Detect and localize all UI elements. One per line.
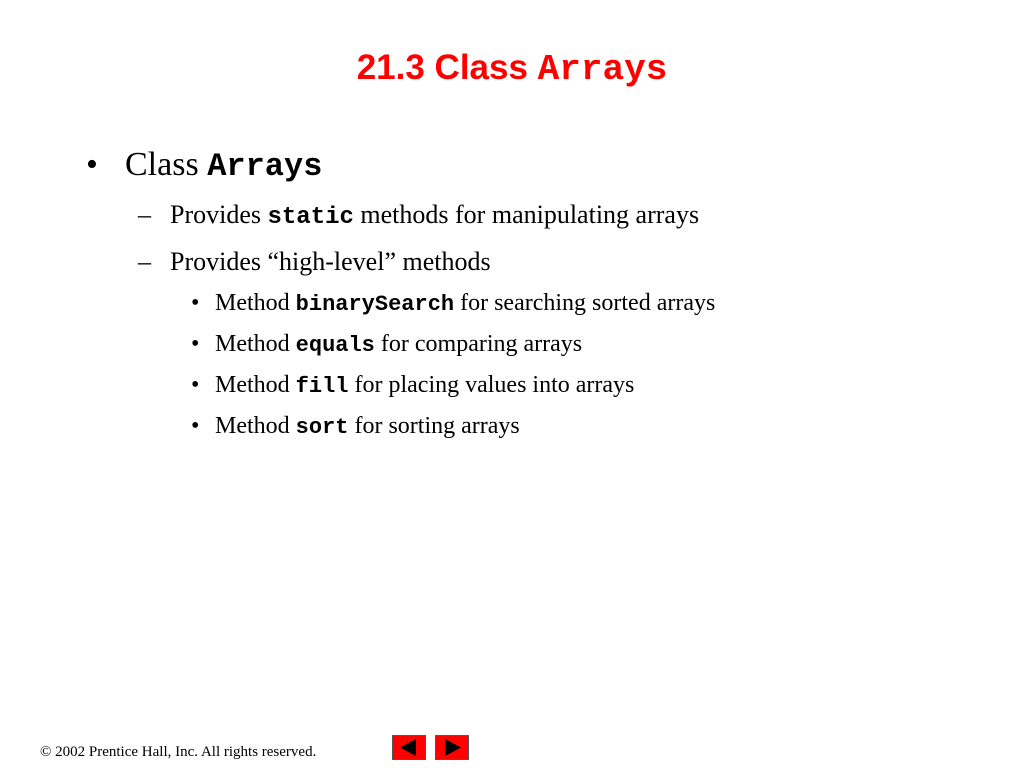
method-sort	[215, 411, 520, 443]
small-bullet-dot: •	[191, 413, 200, 439]
copyright-footer: © 2002 Prentice Hall, Inc. All rights reserved.	[40, 744, 317, 760]
method-suffix: for sorting arrays	[348, 413, 520, 439]
method-suffix: for searching sorted arrays	[454, 290, 716, 316]
sub-bullet-static-methods	[170, 199, 699, 234]
method-equals	[215, 329, 582, 361]
method-suffix: for placing values into arrays	[348, 372, 635, 398]
method-fill	[215, 370, 634, 402]
small-bullet-dot: •	[191, 372, 200, 398]
title-text: 21.3 Class	[356, 48, 538, 87]
bullet-code: Arrays	[207, 148, 323, 185]
sub-bullet-text: Provides	[170, 200, 268, 229]
method-text: Method	[215, 331, 296, 357]
bullet-text: Class	[125, 146, 208, 183]
method-code: equals	[295, 333, 375, 358]
method-code: fill	[295, 374, 349, 399]
method-suffix: for comparing arrays	[374, 331, 583, 357]
next-slide-button[interactable]	[435, 735, 469, 760]
left-arrow-icon	[393, 736, 425, 759]
method-code: sort	[295, 415, 349, 440]
right-arrow-icon	[436, 736, 468, 759]
dash-bullet: –	[138, 247, 151, 276]
sub-bullet-high-level	[170, 246, 491, 278]
bullet-dot: •	[86, 146, 98, 183]
sub-bullet-text: Provides “high-level” methods	[170, 247, 491, 276]
sub-bullet-suffix: methods for manipulating arrays	[353, 200, 700, 229]
method-code: binarySearch	[295, 292, 455, 317]
dash-bullet: –	[138, 200, 151, 229]
small-bullet-dot: •	[191, 331, 200, 357]
title-code: Arrays	[537, 49, 668, 90]
method-text: Method	[215, 372, 296, 398]
method-text: Method	[215, 413, 296, 439]
bullet-class-arrays	[125, 145, 322, 187]
slide-title	[0, 44, 1024, 94]
method-binarysearch	[215, 288, 715, 320]
method-text: Method	[215, 290, 296, 316]
previous-slide-button[interactable]	[392, 735, 426, 760]
sub-bullet-code: static	[267, 204, 354, 231]
small-bullet-dot: •	[191, 290, 200, 316]
